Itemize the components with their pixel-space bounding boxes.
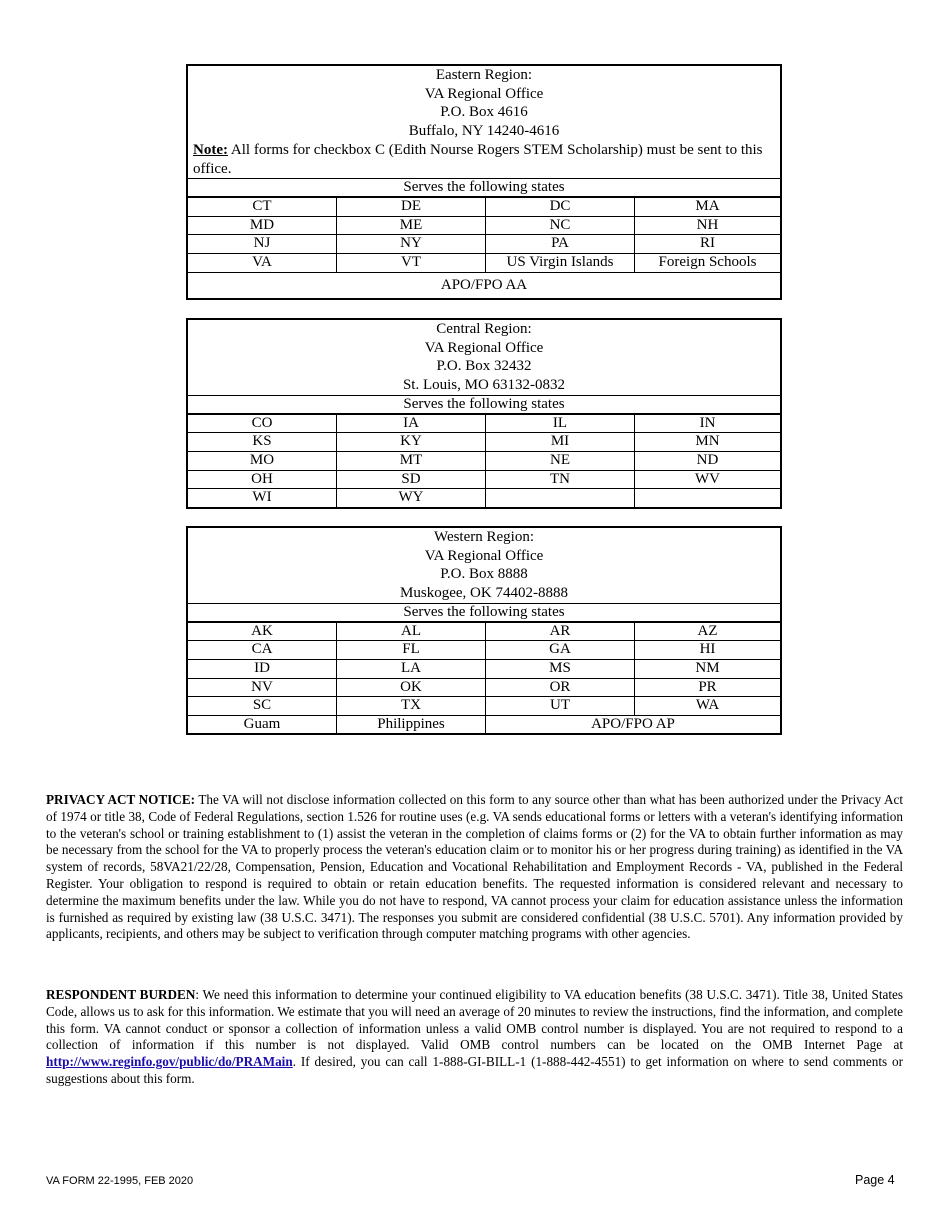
central-region-po-box: P.O. Box 32432 [436,358,532,375]
state-cell: MN [635,433,780,452]
state-cell: AZ [635,623,780,642]
central-states-grid [188,415,780,507]
eastern-region-box [186,64,782,300]
eastern-region-note [188,141,780,178]
privacy-act-text: The VA will not disclose information collected on this form to any source other than what has been authorized under the Privacy Act of 1974 or title 38, Code of Federal Regulations, section 1.526 for routine uses (e.g. VA sends educational forms or letters with a veteran's identifying information to the veteran's school or training establishment to (1) assist the veteran in the completion of claims forms or (2) for the VA to obtain further information as may be necessary from the school for the VA to properly process the veteran's education claim or to monitor his or her progress during training) as identified in the VA system of records, 58VA21/22/28, Compensation, Pension, Education and Vocational Rehabilitation and Employment Records - VA, published in the Federal Register. Your obligation to respond is required to obtain or retain education benefits. The requested information is considered relevant and necessary to determine the maximum benefits under the law. While you do not have to respond, VA cannot process your claim for education assistance unless the information is furnished as required by existing law (38 U.S.C. 3471). The responses you submit are considered confidential (38 U.S.C. 5701). Any information provided by applicants, recipients, and others may be subject to verification through computer matching programs with other agencies. [46,792,903,942]
central-region-city: St. Louis, MO 63132-0832 [402,377,566,394]
note-text: All forms for checkbox C (Edith Nourse Rogers STEM Scholarship) must be sent to this office. [193,141,763,177]
state-cell: HI [635,641,780,660]
state-cell: ME [337,217,486,236]
state-cell-empty [635,489,780,507]
state-cell: ND [635,452,780,471]
state-cell: NE [486,452,635,471]
state-cell: CA [188,641,337,660]
eastern-region-city: Buffalo, NY 14240-4616 [408,123,560,140]
central-region-box [186,318,782,509]
state-cell: SD [337,471,486,490]
state-cell: UT [486,697,635,716]
state-cell: WI [188,489,337,507]
state-cell: AL [337,623,486,642]
state-cell: NY [337,235,486,254]
state-cell: MD [188,217,337,236]
state-cell: MT [337,452,486,471]
state-cell: MI [486,433,635,452]
state-cell: PR [635,679,780,698]
state-cell: AK [188,623,337,642]
western-region-name: Western Region: [433,529,535,545]
state-cell: Philippines [337,716,486,734]
state-cell: ID [188,660,337,679]
state-cell: Guam [188,716,337,734]
state-cell: TX [337,697,486,716]
state-cell: KS [188,433,337,452]
eastern-region-name: Eastern Region: [435,67,533,83]
eastern-apo-fpo: APO/FPO AA [188,272,780,298]
state-cell: LA [337,660,486,679]
state-cell: KY [337,433,486,452]
respondent-burden-text-end: . If desired, you can call 1-888-GI-BILL-1 (1-888-442-4551) to get information on where to send comments or suggestions about this form. [46,1054,903,1086]
state-cell-empty [486,489,635,507]
western-region-box [186,526,782,735]
note-label: Note: [193,141,228,158]
eastern-region-office: VA Regional Office [424,85,544,102]
state-cell: Foreign Schools [658,254,757,270]
state-cell: PA [486,235,635,254]
central-region-office: VA Regional Office [424,339,544,356]
state-cell: NJ [188,235,337,254]
state-cell: NC [486,217,635,236]
state-cell: US Virgin Islands [486,254,635,272]
state-cell: MS [486,660,635,679]
respondent-burden-text: : We need this information to determine your continued eligibility to VA education benefits (38 U.S.C. 3471). Title 38, United States Code, allows us to ask for this information. We estimate that you will need an average of 20 minutes to review the instructions, find the information, and complete this form. VA cannot conduct or sponsor a collection of information unless a valid OMB control number is displayed. You are not required to respond to a collection of information if this number is not displayed. Valid OMB control numbers can be located on the OMB Internet Page at [46,987,903,1053]
state-cell: WY [337,489,486,507]
state-cell: OH [188,471,337,490]
state-cell: NH [635,217,780,236]
state-cell: OK [337,679,486,698]
central-region-name: Central Region: [436,321,532,337]
state-cell: RI [635,235,780,254]
state-cell: CO [188,415,337,434]
form-id: VA FORM 22-1995, FEB 2020 [46,1175,194,1187]
state-cell: DC [486,198,635,217]
state-cell: FL [337,641,486,660]
state-cell: WA [635,697,780,716]
state-cell: IN [635,415,780,434]
state-cell: AR [486,623,635,642]
state-cell: GA [486,641,635,660]
western-region-office: VA Regional Office [424,547,544,564]
state-cell: VT [337,254,486,272]
privacy-act-label: PRIVACY ACT NOTICE: [46,792,196,807]
eastern-serves-heading: Serves the following states [188,178,780,198]
western-states-grid [188,623,780,734]
respondent-burden [46,987,903,1088]
western-serves-heading: Serves the following states [188,603,780,623]
state-cell: MO [188,452,337,471]
privacy-act-notice [46,792,903,943]
state-cell: OR [486,679,635,698]
state-cell: NV [188,679,337,698]
eastern-states-grid [188,198,780,271]
state-cell: IA [337,415,486,434]
state-cell: WV [635,471,780,490]
page-number: Page 4 [855,1173,895,1187]
state-cell: MA [635,198,780,217]
state-cell-apo-fpo: APO/FPO AP [591,715,675,732]
central-serves-heading: Serves the following states [188,395,780,415]
state-cell: IL [486,415,635,434]
respondent-burden-label: RESPONDENT BURDEN [46,987,196,1002]
western-region-city: Muskogee, OK 74402-8888 [400,585,568,602]
western-region-po-box: P.O. Box 8888 [440,566,528,583]
state-cell: CT [188,198,337,217]
omb-link[interactable]: http://www.reginfo.gov/public/do/PRAMain [46,1054,293,1070]
eastern-region-po-box: P.O. Box 4616 [440,104,528,121]
state-cell: VA [188,254,337,272]
state-cell: DE [337,198,486,217]
state-cell: NM [635,660,780,679]
state-cell: TN [486,471,635,490]
state-cell: SC [188,697,337,716]
